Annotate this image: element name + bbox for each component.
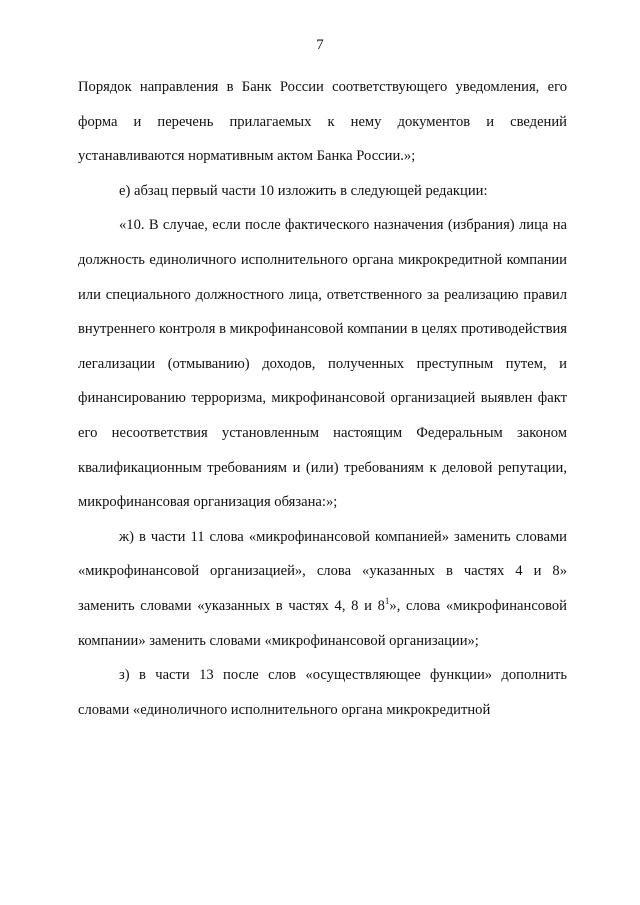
paragraph-item-zh-text-after: », слова «микрофинансовой компании» заменить словами «микрофинансовой организации»; [78, 597, 567, 649]
paragraph-continuation: Порядок направления в Банк России соответствующего уведомления, его форма и перечень прилагаемых к нему документов и сведений устанавливаются нормативным актом Банка России.»; [78, 79, 567, 165]
paragraph-item-zh [78, 520, 567, 658]
paragraph-item-z: з) в части 13 после слов «осуществляющее функции» дополнить словами «единоличного исполнительного органа микрокредитной [78, 667, 567, 718]
page-number: 7 [316, 37, 324, 53]
superscript-mark: 1 [384, 595, 390, 606]
paragraph-item-zh-text-before: ж) в части 11 слова «микрофинансовой компанией» заменить словами «микрофинансовой организацией», слова «указанных в частях 4 и 8» заменить словами «указанных в частях 4, 8 и 8 [78, 528, 567, 614]
document-body [78, 70, 567, 727]
paragraph-quote-10: «10. В случае, если после фактического назначения (избрания) лица на должность единоличного исполнительного органа микрокредитной компании или специального должностного лица, ответственного за реализацию правил внутреннего контроля в микрофинансовой компании в целях противодействия легализации (отмыванию) доходов, полученных преступным путем, и финансированию терроризма, микрофинансовой организацией выявлен факт его несоответствия установленным настоящим Федеральным законом квалификационным требованиям и (или) требованиям к деловой репутации, микрофинансовая организация обязана:»; [78, 217, 567, 511]
paragraph-item-e: е) абзац первый части 10 изложить в следующей редакции: [119, 182, 488, 199]
